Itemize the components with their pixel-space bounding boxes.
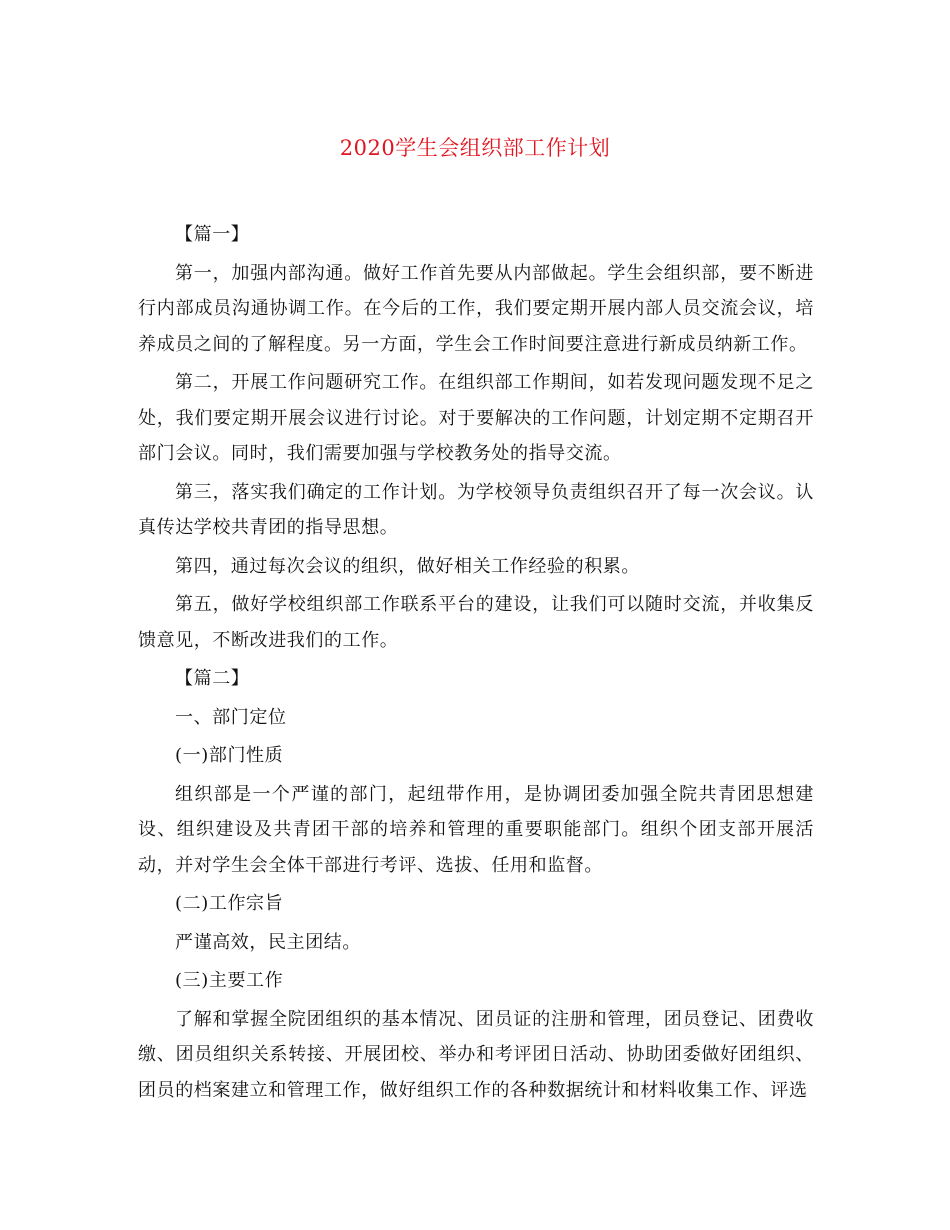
subheading: 一、部门定位 bbox=[175, 706, 287, 728]
paragraph: 了解和掌握全院团组织的基本情况、团员证的注册和管理，团员登记、团费收缴、团员组织关系转接、开展团校、举办和考评团日活动、协助团委做好团组织、团员的档案建立和管理工作，做好组织工作的各种数据统计和材料收集工作、评选 bbox=[138, 1008, 814, 1101]
subheading: (二)工作宗旨 bbox=[175, 893, 284, 914]
paragraph: 第五，做好学校组织部工作联系平台的建设，让我们可以随时交流，并收集反馈意见，不断改进我们的工作。 bbox=[138, 594, 814, 651]
paragraph: 第三，落实我们确定的工作计划。为学校领导负责组织召开了每一次会议。认真传达学校共青团的指导思想。 bbox=[138, 481, 814, 538]
paragraph: 第一，加强内部沟通。做好工作首先要从内部做起。学生会组织部，要不断进行内部成员沟通协调工作。在今后的工作，我们要定期开展内部人员交流会议，培养成员之间的了解程度。另一方面，学生会工作时间要注意进行新成员纳新工作。 bbox=[138, 262, 814, 355]
paragraph: 严谨高效，民主团结。 bbox=[175, 931, 361, 953]
paragraph: 第二，开展工作问题研究工作。在组织部工作期间，如若发现问题发现不足之处，我们要定期开展会议进行讨论。对于要解决的工作问题，计划定期不定期召开部门会议。同时，我们需要加强与学校教务处的指导交流。 bbox=[138, 372, 814, 464]
subheading: (一)部门性质 bbox=[175, 745, 284, 766]
document-body bbox=[138, 217, 814, 1111]
section-heading-2: 【篇二】 bbox=[175, 668, 250, 689]
document-title: 2020学生会组织部工作计划 bbox=[339, 136, 611, 160]
subheading: (三)主要工作 bbox=[175, 970, 284, 991]
paragraph: 第四，通过每次会议的组织，做好相关工作经验的积累。 bbox=[175, 555, 640, 577]
section-heading-1: 【篇一】 bbox=[175, 224, 250, 245]
paragraph: 组织部是一个严谨的部门，起纽带作用，是协调团委加强全院共青团思想建设、组织建设及共青团干部的培养和管理的重要职能部门。组织个团支部开展活动，并对学生会全体干部进行考评、选拔、任用和监督。 bbox=[138, 783, 814, 876]
